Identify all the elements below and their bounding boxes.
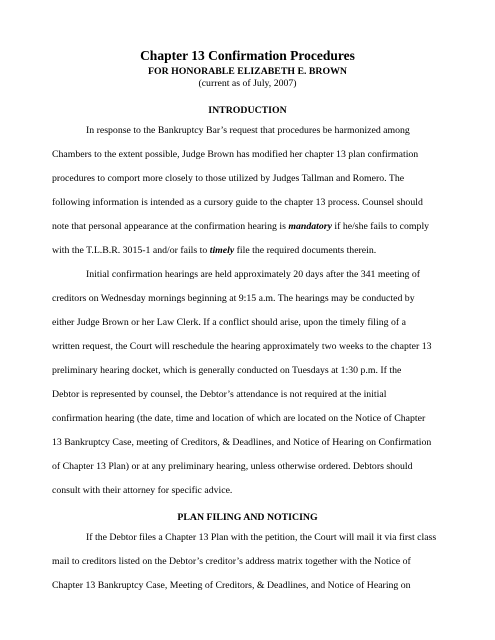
text-line: following information is intended as a cursory guide to the chapter 13 process. Counsel should xyxy=(52,197,423,208)
text-segment: with the T.L.B.R. 3015-1 and/or fails to xyxy=(52,245,210,256)
emphasis-mandatory: mandatory xyxy=(288,221,332,232)
introduction-heading: INTRODUCTION xyxy=(208,105,287,116)
document-subtitle: FOR HONORABLE ELIZABETH E. BROWN xyxy=(148,66,347,77)
plan-filing-heading: PLAN FILING AND NOTICING xyxy=(177,512,318,523)
emphasis-timely: timely xyxy=(209,245,235,256)
text-segment: file the required documents therein. xyxy=(234,245,377,256)
text-line: 13 Bankruptcy Case, meeting of Creditors, & Deadlines, and Notice of Hearing on Confirmation xyxy=(52,437,432,448)
text-line: of Chapter 13 Plan) or at any preliminary hearing, unless otherwise ordered. Debtors should xyxy=(52,461,413,472)
text-line: Chambers to the extent possible, Judge Brown has modified her chapter 13 plan confirmation xyxy=(52,149,419,160)
text-line: Initial confirmation hearings are held approximately 20 days after the 341 meeting of xyxy=(86,269,421,280)
document-title: Chapter 13 Confirmation Procedures xyxy=(140,48,355,63)
text-segment: note that personal appearance at the confirmation hearing is xyxy=(52,221,289,232)
text-line: written request, the Court will reschedule the hearing approximately two weeks to the chapter 13 xyxy=(52,341,432,352)
text-segment: if he/she fails to comply xyxy=(331,221,430,232)
text-line: mail to creditors listed on the Debtor’s creditor’s address matrix together with the Notice of xyxy=(52,556,411,567)
text-line: confirmation hearing (the date, time and location of which are located on the Notice of Chapter xyxy=(52,413,426,424)
text-line: Debtor is represented by counsel, the Debtor’s attendance is not required at the initial xyxy=(52,389,387,400)
text-line: In response to the Bankruptcy Bar’s request that procedures be harmonized among xyxy=(86,125,410,136)
text-line: preliminary hearing docket, which is generally conducted on Tuesdays at 1:30 p.m. If the xyxy=(52,365,402,376)
text-line: creditors on Wednesday mornings beginning at 9:15 a.m. The hearings may be conducted by xyxy=(52,293,415,304)
text-line: consult with their attorney for specific advice. xyxy=(52,485,233,496)
text-line: If the Debtor files a Chapter 13 Plan with the petition, the Court will mail it via first class xyxy=(86,532,437,543)
text-line xyxy=(52,245,452,257)
text-line: Chapter 13 Bankruptcy Case, Meeting of Creditors, & Deadlines, and Notice of Hearing on xyxy=(52,580,411,591)
text-line: either Judge Brown or her Law Clerk. If a conflict should arise, upon the timely filing of a xyxy=(52,317,406,328)
text-line xyxy=(52,221,452,233)
text-line: procedures to comport more closely to those utilized by Judges Tallman and Romero. The xyxy=(52,173,405,184)
current-as-of-note: (current as of July, 2007) xyxy=(198,78,297,89)
